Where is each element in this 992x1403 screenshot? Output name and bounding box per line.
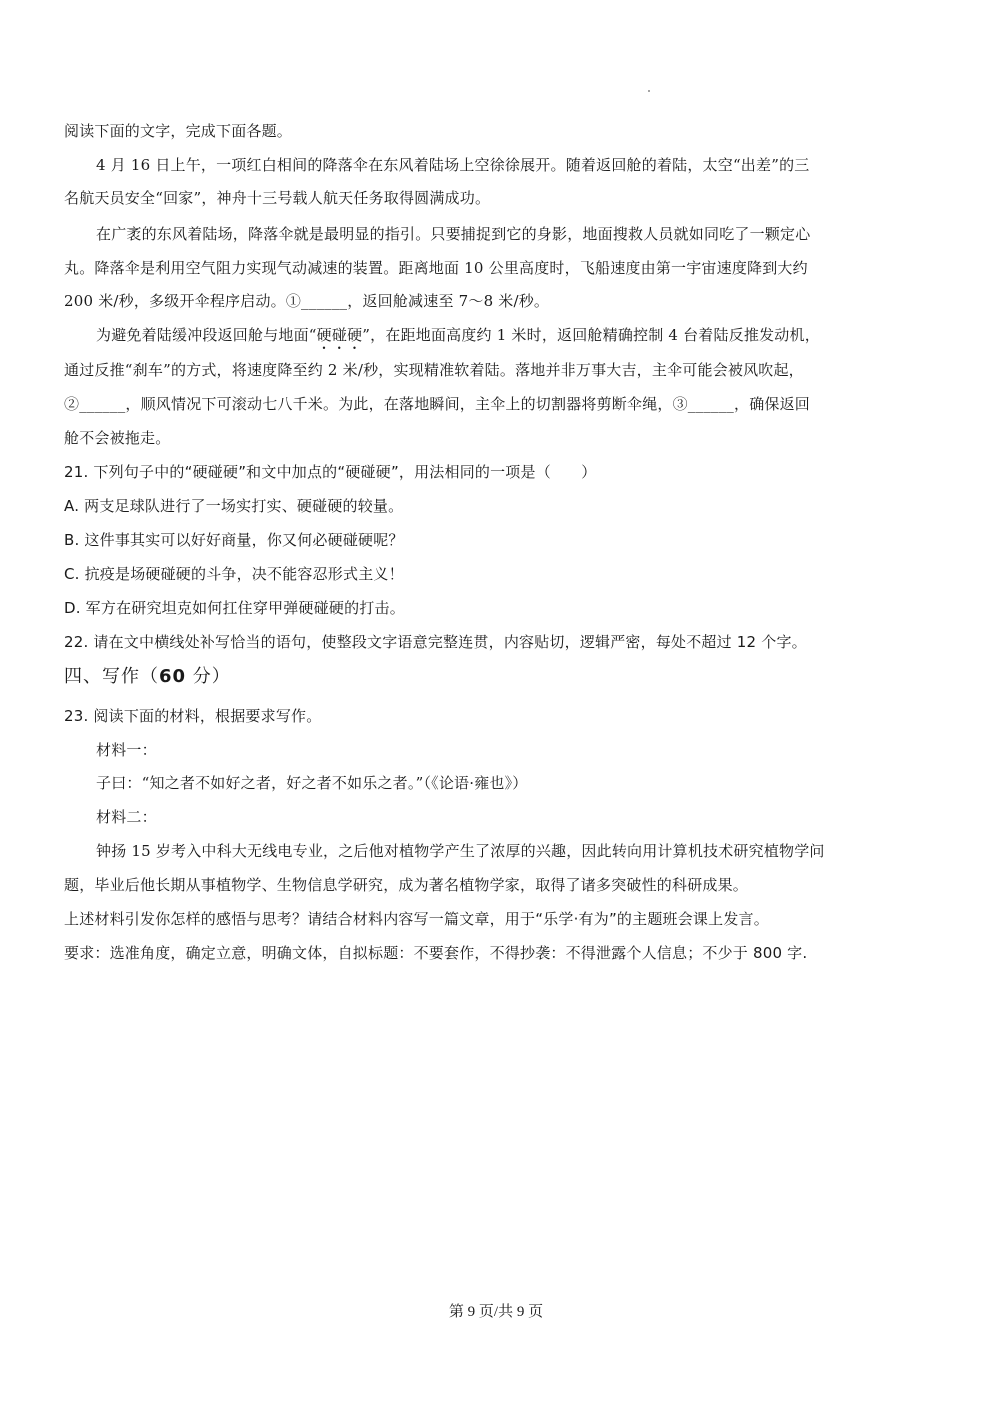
- question-21-option-c: C. 抗疫是场硬碰硬的斗争，决不能容忍形式主义！: [64, 565, 404, 583]
- passage-p3-line1: [96, 325, 934, 353]
- passage-p2-line2: 丸。降落伞是利用空气阻力实现气动减速的装置。距离地面 10 公里高度时，飞船速度由第一宇宙速度降到大约: [64, 259, 808, 277]
- writing-prompt: 上述材料引发你怎样的感悟与思考？请结合材料内容写一篇文章，用于“乐学·有为”的主题班会课上发言。: [64, 910, 769, 928]
- section-title-suffix: 分）: [186, 666, 231, 687]
- stray-dot: [648, 90, 650, 92]
- question-21-option-a: A. 两支足球队进行了一场实打实、硬碰硬的较量。: [64, 497, 404, 515]
- page-footer: 第 9 页/共 9 页: [448, 1304, 544, 1320]
- section-title-prefix: 四、写作（: [64, 666, 159, 687]
- material-2-line1: 钟扬 15 岁考入中科大无线电专业，之后他对植物学产生了浓厚的兴趣，因此转向用计算机技术研究植物学问: [96, 842, 825, 860]
- passage-p3-line1-end: ”，在距地面高度约 1 米时，返回舱精确控制 4 台着陆反推发动机，: [362, 326, 820, 344]
- section-4-title: [64, 665, 231, 689]
- passage-p3-line4: 舱不会被拖走。: [64, 429, 171, 447]
- writing-requirements: 要求：选准角度，确定立意，明确文体，自拟标题：不要套作，不得抄袭：不得泄露个人信息；不少于 800 字.: [64, 944, 808, 962]
- passage-p3-line1-start: 为避免着陆缓冲段返回舱与地面“: [96, 326, 317, 344]
- question-23-stem: 23. 阅读下面的材料，根据要求写作。: [64, 707, 322, 725]
- question-21-option-d: D. 军方在研究坦克如何扛住穿甲弹硬碰硬的打击。: [64, 599, 405, 617]
- question-22-stem: 22. 请在文中横线处补写恰当的语句，使整段文字语意完整连贯，内容贴切，逻辑严密，每处不超过 12 个字。: [64, 633, 807, 651]
- passage-p1-line1: 4 月 16 日上午，一项红白相间的降落伞在东风着陆场上空徐徐展开。随着返回舱的着陆，太空“出差”的三: [96, 156, 810, 174]
- material-2-line2: 题，毕业后他长期从事植物学、生物信息学研究，成为著名植物学家，取得了诸多突破性的科研成果。: [64, 876, 749, 894]
- passage-p2-line3: 200 米/秒，多级开伞程序启动。①______，返回舱减速至 7～8 米/秒。: [64, 292, 550, 310]
- passage-p3-line2: 通过反推“刹车”的方式，将速度降至约 2 米/秒，实现精准软着陆。落地并非万事大吉，主伞可能会被风吹起，: [64, 361, 804, 379]
- passage-p1-line2: 名航天员安全“回家”，神舟十三号载人航天任务取得圆满成功。: [64, 189, 491, 207]
- intro-instruction: 阅读下面的文字，完成下面各题。: [64, 122, 293, 140]
- section-score: 60: [159, 666, 187, 687]
- dotted-word: 硬碰硬: [316, 326, 363, 344]
- passage-p3-line3: ②______，顺风情况下可滚动七八千米。为此，在落地瞬间，主伞上的切割器将剪断伞绳，③______，确保返回: [64, 395, 811, 413]
- material-1-text: 子曰：“知之者不如好之者，好之者不如乐之者。”（《论语·雍也》）: [96, 774, 528, 792]
- passage-p2-line1: 在广袤的东风着陆场，降落伞就是最明显的指引。只要捕捉到它的身影，地面搜救人员就如同吃了一颗定心: [96, 225, 811, 243]
- question-21-option-b: B. 这件事其实可以好好商量，你又何必硬碰硬呢？: [64, 531, 404, 549]
- question-21-stem: 21. 下列句子中的“硬碰硬”和文中加点的“硬碰硬”，用法相同的一项是（ ）: [64, 463, 597, 481]
- material-1-label: 材料一：: [96, 741, 157, 759]
- material-2-label: 材料二：: [96, 808, 157, 826]
